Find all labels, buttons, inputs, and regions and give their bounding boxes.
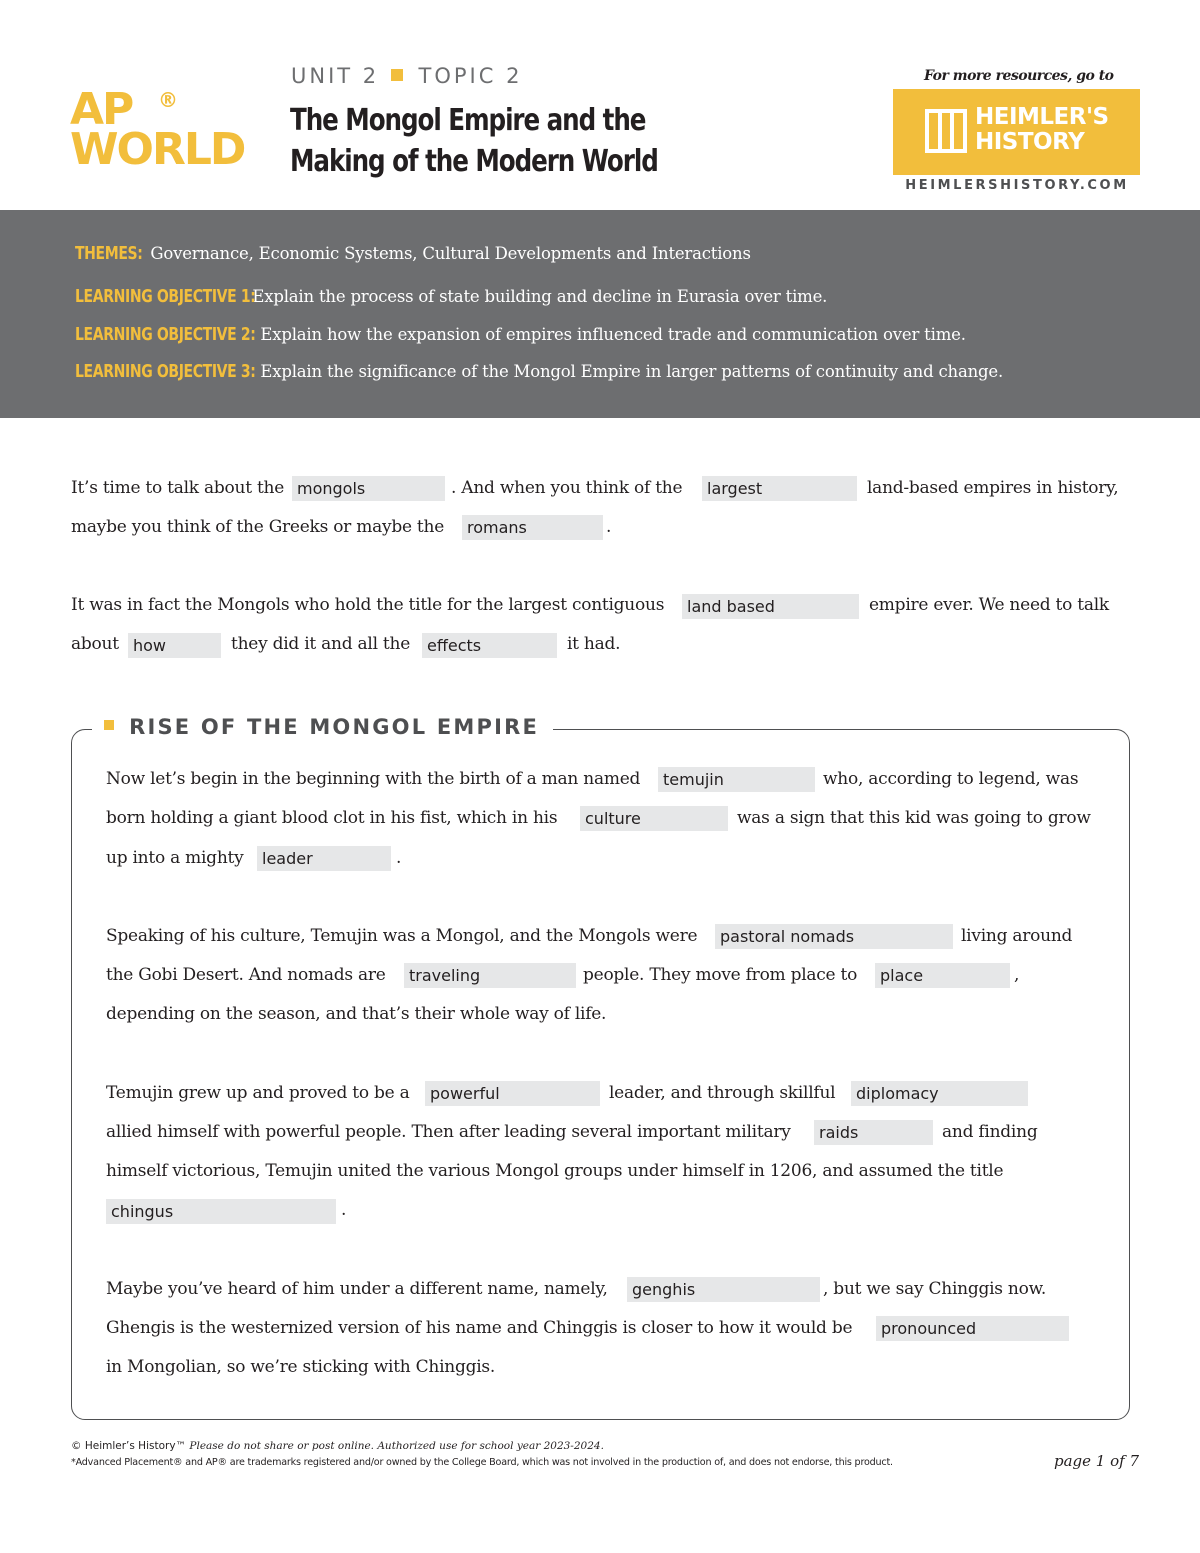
fill-blank-pastoral-nomads[interactable]: pastoral nomads xyxy=(715,924,953,949)
objective-2-label: LEARNING OBJECTIVE 2: xyxy=(75,324,256,345)
document-title-line1: The Mongol Empire and the xyxy=(290,103,646,138)
intro-text: empire ever. We need to talk xyxy=(869,595,1109,615)
fill-blank-largest[interactable]: largest xyxy=(702,476,857,501)
objective-2-text: Explain how the expansion of empires influenced trade and communication over time. xyxy=(260,325,966,344)
section-heading xyxy=(92,715,553,739)
heimlers-h-icon xyxy=(925,109,967,153)
section-text: born holding a giant blood clot in his fist, which in his xyxy=(106,808,558,828)
section-text: and finding xyxy=(942,1122,1038,1142)
section-title: RISE OF THE MONGOL EMPIRE xyxy=(129,715,539,739)
fill-blank-powerful[interactable]: powerful xyxy=(425,1081,600,1106)
section-text: allied himself with powerful people. Then after leading several important military xyxy=(106,1122,791,1142)
heimlers-history-logo[interactable] xyxy=(893,89,1140,175)
fill-blank-land-based[interactable]: land based xyxy=(682,594,859,619)
section-text: Now let’s begin in the beginning with the birth of a man named xyxy=(106,769,641,789)
document-title xyxy=(290,100,658,182)
themes-text: Governance, Economic Systems, Cultural Developments and Interactions xyxy=(150,244,751,263)
objective-row-3 xyxy=(75,361,1003,382)
intro-text: it had. xyxy=(567,634,621,654)
unit-topic-label xyxy=(291,64,522,88)
fill-blank-culture[interactable]: culture xyxy=(580,806,728,831)
section-text: himself victorious, Temujin united the various Mongol groups under himself in 1206, and assumed the title xyxy=(106,1161,1004,1181)
section-text: Speaking of his culture, Temujin was a Mongol, and the Mongols were xyxy=(106,926,698,946)
unit-separator-square xyxy=(391,69,403,81)
section-square-icon xyxy=(104,720,114,730)
fill-blank-pronounced[interactable]: pronounced xyxy=(876,1316,1069,1341)
logo-world-text: WORLD xyxy=(70,124,245,175)
intro-text: they did it and all the xyxy=(231,634,411,654)
page-number: page 1 of 7 xyxy=(1054,1452,1139,1470)
unit-label: UNIT 2 xyxy=(291,64,380,88)
logo-registered-mark: ® xyxy=(158,88,178,112)
footer-notice: Please do not share or post online. Authorized use for school year 2023-2024. xyxy=(189,1440,604,1452)
objective-1-text: Explain the process of state building and decline in Eurasia over time. xyxy=(252,287,828,306)
themes-band xyxy=(0,210,1200,418)
website-link[interactable]: HEIMLERSHISTORY.COM xyxy=(905,178,1129,193)
footer-copyright: © Heimler’s History™ xyxy=(71,1440,187,1452)
brand-name-line1: HEIMLER'S xyxy=(975,104,1109,130)
section-text: , xyxy=(1014,965,1020,985)
objective-row-2 xyxy=(75,324,966,345)
intro-text: land-based empires in history, xyxy=(867,478,1119,498)
topic-label: TOPIC 2 xyxy=(418,64,523,88)
objective-3-text: Explain the significance of the Mongol Empire in larger patterns of continuity and change. xyxy=(260,362,1004,381)
footer-copyright-line xyxy=(71,1440,604,1452)
section-text: . xyxy=(341,1200,347,1220)
intro-text: . And when you think of the xyxy=(451,478,683,498)
section-text: . xyxy=(396,848,402,868)
objective-row-1 xyxy=(75,286,827,307)
intro-text: It was in fact the Mongols who hold the title for the largest contiguous xyxy=(71,595,665,615)
fill-blank-chingus[interactable]: chingus xyxy=(106,1199,336,1224)
fill-blank-leader[interactable]: leader xyxy=(257,846,391,871)
themes-label: THEMES: xyxy=(75,243,143,264)
section-text: depending on the season, and that’s their whole way of life. xyxy=(106,1004,607,1024)
ap-world-logo xyxy=(70,84,270,188)
fill-blank-effects[interactable]: effects xyxy=(422,633,557,658)
section-text: Ghengis is the westernized version of his name and Chinggis is closer to how it would be xyxy=(106,1318,853,1338)
intro-text: It’s time to talk about the xyxy=(71,478,285,498)
section-text: , but we say Chinggis now. xyxy=(823,1279,1047,1299)
fill-blank-traveling[interactable]: traveling xyxy=(404,963,576,988)
section-text: leader, and through skillful xyxy=(609,1083,836,1103)
section-text: was a sign that this kid was going to grow xyxy=(737,808,1091,828)
brand-name xyxy=(975,105,1109,155)
section-text: Maybe you’ve heard of him under a different name, namely, xyxy=(106,1279,608,1299)
intro-text: maybe you think of the Greeks or maybe the xyxy=(71,517,445,537)
objective-3-label: LEARNING OBJECTIVE 3: xyxy=(75,361,256,382)
more-resources-prompt: For more resources, go to xyxy=(924,68,1114,84)
section-text: up into a mighty xyxy=(106,848,244,868)
footer-trademark: *Advanced Placement® and AP® are trademarks registered and/or owned by the College Board, which was not involved in the production of, and does not endorse, this product. xyxy=(71,1457,893,1468)
section-text: living around xyxy=(961,926,1073,946)
section-text: in Mongolian, so we’re sticking with Chinggis. xyxy=(106,1357,496,1377)
fill-blank-how[interactable]: how xyxy=(128,633,221,658)
brand-name-line2: HISTORY xyxy=(975,129,1085,155)
fill-blank-diplomacy[interactable]: diplomacy xyxy=(851,1081,1028,1106)
fill-blank-romans[interactable]: romans xyxy=(462,515,603,540)
section-text: people. They move from place to xyxy=(583,965,858,985)
fill-blank-place[interactable]: place xyxy=(875,963,1010,988)
section-text: the Gobi Desert. And nomads are xyxy=(106,965,386,985)
logo-ap-text: AP xyxy=(70,84,133,135)
document-title-line2: Making of the Modern World xyxy=(290,144,658,179)
intro-text: about xyxy=(71,634,119,654)
themes-row xyxy=(75,243,751,264)
fill-blank-raids[interactable]: raids xyxy=(814,1120,933,1145)
fill-blank-genghis[interactable]: genghis xyxy=(627,1277,820,1302)
section-text: Temujin grew up and proved to be a xyxy=(106,1083,410,1103)
section-text: who, according to legend, was xyxy=(823,769,1079,789)
fill-blank-mongols[interactable]: mongols xyxy=(292,476,445,501)
intro-text: . xyxy=(606,517,612,537)
objective-1-label: LEARNING OBJECTIVE 1: xyxy=(75,286,256,307)
fill-blank-temujin[interactable]: temujin xyxy=(658,767,815,792)
